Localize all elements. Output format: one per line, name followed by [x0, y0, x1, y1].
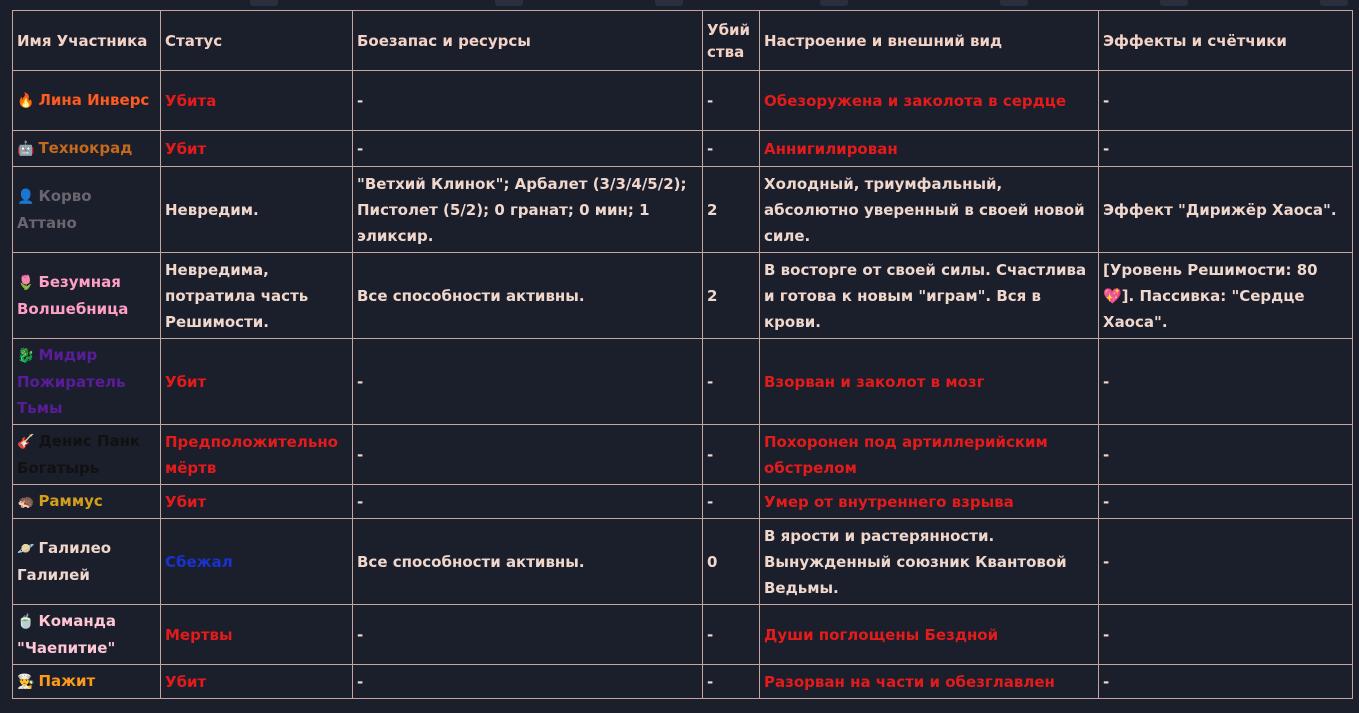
participant-name-cell — [13, 339, 161, 425]
participant-name-cell — [13, 485, 161, 519]
fire-icon: 🔥 — [17, 93, 35, 109]
snake-icon: 🐉 — [17, 348, 35, 364]
ammo-cell: - — [353, 665, 703, 699]
ammo-cell: - — [353, 605, 703, 665]
status-cell: Убит — [161, 485, 353, 519]
status-cell: Предположительно мёртв — [161, 425, 353, 485]
toolbar-ghost-icon — [1000, 0, 1028, 6]
participant-name-cell — [13, 519, 161, 605]
table-row — [13, 339, 1353, 425]
chef-icon: 👨‍🍳 — [17, 674, 35, 690]
ammo-cell: - — [353, 425, 703, 485]
toolbar-ghost-icon — [655, 0, 683, 6]
effects-cell: - — [1099, 339, 1353, 425]
effects-cell: [Уровень Решимости: 80💖]. Пассивка: "Сердце Хаоса". — [1099, 253, 1353, 339]
participant-name: Лина Инверс — [38, 91, 150, 109]
status-cell: Убит — [161, 339, 353, 425]
participant-name-cell — [13, 167, 161, 253]
header-kills-line2: ства — [707, 42, 745, 61]
silhouette-icon: 👤 — [17, 189, 35, 205]
table-row — [13, 253, 1353, 339]
ammo-cell: "Ветхий Клинок"; Арбалет (3/3/4/5/2); Пистолет (5/2); 0 гранат; 0 мин; 1 эликсир. — [353, 167, 703, 253]
kills-cell: - — [703, 665, 760, 699]
toolbar-ghost-icon — [1320, 0, 1348, 6]
mood-cell: Души поглощены Бездной — [760, 605, 1099, 665]
ammo-cell: - — [353, 485, 703, 519]
top-toolbar-fragment — [0, 0, 1359, 10]
header-effects: Эффекты и счётчики — [1099, 11, 1353, 71]
mood-cell: Взорван и заколот в мозг — [760, 339, 1099, 425]
toolbar-ghost-icon — [820, 0, 848, 6]
effects-cell: - — [1099, 425, 1353, 485]
table-row — [13, 605, 1353, 665]
participant-name: Пажит — [38, 672, 96, 690]
effects-cell: - — [1099, 71, 1353, 131]
participant-name-cell — [13, 71, 161, 131]
mood-cell: Аннигилирован — [760, 131, 1099, 167]
mood-cell: Разорван на части и обезглавлен — [760, 665, 1099, 699]
participant-name: Раммус — [38, 492, 103, 510]
status-cell: Невредим. — [161, 167, 353, 253]
kills-cell: - — [703, 339, 760, 425]
effects-cell: - — [1099, 485, 1353, 519]
guitar-icon: 🎸 — [17, 434, 35, 450]
participant-name-cell — [13, 131, 161, 167]
header-status: Статус — [161, 11, 353, 71]
table-row — [13, 425, 1353, 485]
header-ammo: Боезапас и ресурсы — [353, 11, 703, 71]
table-row — [13, 131, 1353, 167]
effects-cell: - — [1099, 131, 1353, 167]
tulip-icon: 🌷 — [17, 275, 35, 291]
effects-cell: - — [1099, 519, 1353, 605]
kills-cell: - — [703, 485, 760, 519]
teacup-icon: 🍵 — [17, 614, 35, 630]
mood-cell: В восторге от своей силы. Счастлива и готова к новым "играм". Вся в крови. — [760, 253, 1099, 339]
effects-cell: - — [1099, 665, 1353, 699]
ammo-cell: - — [353, 339, 703, 425]
effects-cell: Эффект "Дирижёр Хаоса". — [1099, 167, 1353, 253]
header-kills — [703, 11, 760, 71]
table-row — [13, 167, 1353, 253]
participant-name: Галилео Галилей — [17, 539, 112, 584]
toolbar-ghost-icon — [250, 0, 278, 6]
armadillo-icon: 🦔 — [17, 494, 35, 510]
participant-name: Технокрад — [38, 139, 133, 157]
participant-name-cell — [13, 425, 161, 485]
header-mood: Настроение и внешний вид — [760, 11, 1099, 71]
status-cell: Сбежал — [161, 519, 353, 605]
toolbar-ghost-icon — [495, 0, 523, 6]
ammo-cell: Все способности активны. — [353, 253, 703, 339]
ammo-cell: - — [353, 71, 703, 131]
mood-cell: Холодный, триумфальный, абсолютно уверенный в своей новой силе. — [760, 167, 1099, 253]
table-header-row — [13, 11, 1353, 71]
mood-cell: Похоронен под артиллерийским обстрелом — [760, 425, 1099, 485]
table-row — [13, 71, 1353, 131]
planet-icon: 🪐 — [17, 541, 35, 557]
status-cell: Убита — [161, 71, 353, 131]
participant-name: Безумная Волшебница — [17, 273, 129, 318]
status-cell: Убит — [161, 665, 353, 699]
participants-table — [12, 10, 1353, 699]
ammo-cell: Все способности активны. — [353, 519, 703, 605]
participant-name: Мидир Пожиратель Тьмы — [17, 346, 126, 417]
table-row — [13, 665, 1353, 699]
mood-cell: В ярости и растерянности. Вынужденный союзник Квантовой Ведьмы. — [760, 519, 1099, 605]
status-cell: Мертвы — [161, 605, 353, 665]
kills-cell: 2 — [703, 167, 760, 253]
participant-name: Команда "Чаепитие" — [17, 612, 116, 657]
table-row — [13, 485, 1353, 519]
robot-icon: 🤖 — [17, 141, 35, 157]
kills-cell: - — [703, 425, 760, 485]
header-name: Имя Участника — [13, 11, 161, 71]
kills-cell: - — [703, 131, 760, 167]
kills-cell: 2 — [703, 253, 760, 339]
status-cell: Невредима, потратила часть Решимости. — [161, 253, 353, 339]
header-kills-line1: Убий — [707, 20, 751, 39]
status-cell: Убит — [161, 131, 353, 167]
participant-name-cell — [13, 665, 161, 699]
kills-cell: - — [703, 71, 760, 131]
participant-name-cell — [13, 605, 161, 665]
mood-cell: Обезоружена и заколота в сердце — [760, 71, 1099, 131]
table-row — [13, 519, 1353, 605]
kills-cell: - — [703, 605, 760, 665]
toolbar-ghost-icon — [1160, 0, 1188, 6]
effects-cell: - — [1099, 605, 1353, 665]
mood-cell: Умер от внутреннего взрыва — [760, 485, 1099, 519]
kills-cell: 0 — [703, 519, 760, 605]
participant-name: Денис Панк Богатырь — [17, 432, 141, 477]
participant-name-cell — [13, 253, 161, 339]
participant-name: Корво Аттано — [17, 187, 92, 232]
ammo-cell: - — [353, 131, 703, 167]
